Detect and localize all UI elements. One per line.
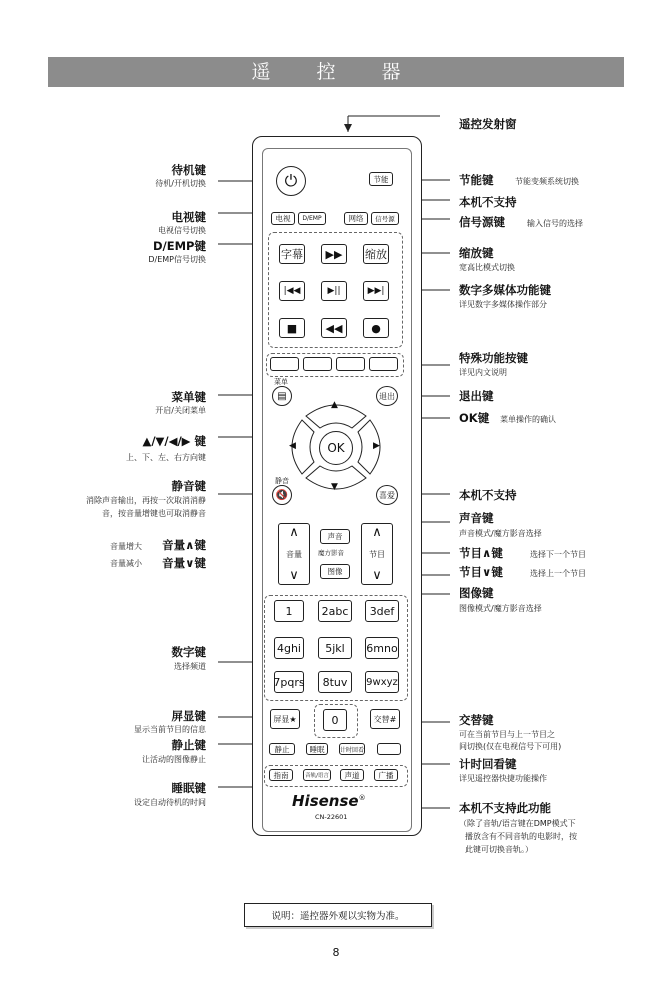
display-button[interactable]: 屏显★ — [270, 709, 300, 729]
vol-up-small: 音量增大 — [110, 542, 142, 551]
energy-key-title: 节能键 — [459, 173, 494, 187]
special-keys-desc: 详见内文说明 — [459, 368, 507, 377]
blank-button[interactable] — [377, 743, 401, 755]
tv-key-title: 电视键 — [171, 210, 206, 224]
display-key-desc: 显示当前节目的信息 — [134, 725, 206, 734]
not-supported-3-desc-2: 播放含有不同音轨的电影时，按 — [465, 832, 577, 841]
color-key-3[interactable] — [336, 357, 365, 371]
ok-key-title: OK键 — [459, 411, 490, 425]
page-number: 8 — [332, 946, 340, 959]
prog-down-key-desc: 选择上一个节目 — [530, 569, 586, 578]
note-text: 说明：遥控器外观以实物为准。 — [271, 911, 405, 922]
mute-key-title: 静音键 — [171, 479, 206, 493]
mute-button[interactable] — [272, 485, 292, 505]
energy-key-desc: 节能变频系统切换 — [515, 177, 579, 186]
channel-button[interactable]: 声道 — [340, 769, 364, 781]
special-keys-title: 特殊功能按键 — [459, 351, 528, 365]
play-pause-button[interactable]: ▶|| — [321, 281, 347, 301]
ok-key-desc: 菜单操作的确认 — [500, 415, 556, 424]
favorite-button[interactable]: 喜爱 — [376, 485, 398, 505]
not-supported-1: 本机不支持 — [459, 195, 517, 209]
menu-icon: ▤ — [277, 390, 287, 402]
still-button[interactable]: 静止 — [269, 743, 295, 755]
digit-7-button[interactable]: 7pqrs — [274, 671, 304, 693]
digit-4-button[interactable]: 4ghi — [274, 637, 304, 659]
standby-key-desc: 待机/开机切换 — [155, 179, 206, 188]
mute-key-desc-1: 消除声音输出，再按一次取消消静 — [86, 496, 206, 505]
digit-keys-desc: 选择频道 — [174, 662, 206, 671]
color-key-4[interactable] — [369, 357, 398, 371]
digit-8-button[interactable]: 8tuv — [318, 671, 352, 693]
sound-key-title: 声音键 — [459, 511, 494, 525]
demp-key-title: D/EMP键 — [153, 239, 206, 253]
display-key-title: 屏显键 — [171, 709, 206, 723]
menu-label: 菜单 — [274, 378, 288, 386]
digit-1-button[interactable]: 1 — [274, 600, 304, 622]
exit-button[interactable]: 退出 — [376, 386, 398, 406]
next-button[interactable]: ▶▶| — [363, 281, 389, 301]
vol-down-small: 音量减小 — [110, 559, 142, 568]
vol-down-key-title: 音量∨键 — [162, 556, 206, 570]
media-keys-title: 数字多媒体功能键 — [459, 283, 551, 297]
broadcast-button[interactable]: 广播 — [374, 769, 398, 781]
brand-name: Hisense — [292, 792, 359, 810]
not-supported-3: 本机不支持此功能 — [459, 801, 551, 815]
speaker-mute-icon: 🔇 — [275, 489, 289, 501]
note-box — [244, 903, 432, 927]
arrow-keys-desc: 上、下、左、右方向键 — [126, 453, 206, 462]
previous-button[interactable]: |◀◀ — [279, 281, 305, 301]
timeshift-key-desc: 详见遥控器快捷功能操作 — [459, 774, 547, 783]
source-button[interactable]: 信号源 — [371, 212, 399, 225]
program-label: 节目 — [369, 549, 385, 559]
digit-3-button[interactable]: 3def — [365, 600, 399, 622]
prog-up-key-desc: 选择下一个节目 — [530, 550, 586, 559]
down-arrow-glyph: ▼ — [331, 482, 338, 492]
swap-button[interactable]: 交替# — [370, 709, 400, 729]
ok-button[interactable]: OK — [319, 431, 353, 465]
mute-label: 静音 — [275, 477, 289, 485]
stop-button[interactable]: ■ — [279, 318, 305, 338]
digit-9-button[interactable]: 9wxyz — [365, 671, 399, 693]
volume-label: 音量 — [286, 549, 302, 559]
digit-keys-title: 数字键 — [171, 645, 206, 659]
picture-key-title: 图像键 — [459, 586, 494, 600]
power-button[interactable]: ⏻ — [276, 166, 306, 196]
sleep-key-desc: 设定自动待机的时间 — [134, 798, 206, 807]
vol-up-key-title: 音量∧键 — [162, 538, 206, 552]
network-button[interactable]: 网络 — [344, 212, 368, 225]
energy-button[interactable]: 节能 — [369, 172, 393, 186]
rewind-button[interactable]: ◀◀ — [321, 318, 347, 338]
zoom-key-desc: 宽高比模式切换 — [459, 263, 515, 272]
digit-6-button[interactable]: 6mno — [365, 637, 399, 659]
volume-rocker[interactable] — [278, 523, 310, 585]
arrow-keys-title: ▲/▼/◀/▶ 键 — [142, 434, 206, 448]
mute-key-desc-2: 音，按音量增键也可取消静音 — [102, 509, 206, 518]
digit-2-button[interactable]: 2abc — [318, 600, 352, 622]
record-button[interactable]: ● — [363, 318, 389, 338]
right-arrow-glyph: ▶ — [373, 441, 380, 451]
subtitle-button[interactable]: 字幕 — [279, 244, 305, 264]
swap-key-desc-1: 可在当前节目与上一节目之 — [459, 730, 555, 739]
sleep-button[interactable]: 睡眠 — [306, 743, 328, 755]
menu-key-desc: 开启/关闭菜单 — [155, 406, 206, 415]
program-rocker[interactable] — [361, 523, 393, 585]
program-up-chevron[interactable]: ∧ — [372, 525, 382, 540]
not-supported-3-desc-1: （除了音轨/语言键在DMP模式下 — [459, 819, 576, 828]
sound-button[interactable]: 声音 — [320, 529, 350, 544]
left-arrow-glyph: ◀ — [289, 441, 296, 451]
still-key-title: 静止键 — [171, 738, 206, 752]
color-key-1[interactable] — [270, 357, 299, 371]
magic-av-label: 魔方影音 — [318, 549, 344, 557]
demp-button[interactable]: D/EMP — [298, 212, 326, 225]
brand-logo — [292, 792, 366, 810]
timeshift-key-title: 计时回看键 — [459, 757, 517, 771]
color-key-2[interactable] — [303, 357, 332, 371]
source-key-desc: 输入信号的选择 — [527, 219, 583, 228]
audio-language-button[interactable]: 音轨/语言 — [303, 769, 331, 781]
tv-button[interactable]: 电视 — [271, 212, 295, 225]
model-number: CN-22601 — [315, 813, 348, 821]
source-key-title: 信号源键 — [459, 215, 505, 229]
still-key-desc: 让活动的图像静止 — [142, 755, 206, 764]
demp-key-desc: D/EMP信号切换 — [148, 255, 206, 264]
program-down-chevron[interactable]: ∨ — [372, 568, 382, 583]
up-arrow-glyph: ▲ — [331, 400, 338, 410]
fast-forward-button[interactable]: ▶▶ — [321, 244, 347, 264]
swap-key-desc-2: 间切换(仅在电视信号下可用) — [459, 742, 562, 751]
picture-button[interactable]: 图像 — [320, 564, 350, 579]
exit-key-title: 退出键 — [459, 389, 494, 403]
picture-key-desc: 图像模式/魔方影音选择 — [459, 604, 542, 613]
swap-key-title: 交替键 — [459, 713, 494, 727]
zoom-button[interactable]: 缩放 — [363, 244, 389, 264]
sleep-key-title: 睡眠键 — [171, 781, 206, 795]
not-supported-2: 本机不支持 — [459, 488, 517, 502]
volume-down-chevron[interactable]: ∨ — [289, 568, 299, 583]
guide-button[interactable]: 指南 — [269, 769, 293, 781]
zoom-key-title: 缩放键 — [459, 246, 494, 260]
media-keys-desc: 详见数字多媒体操作部分 — [459, 300, 547, 309]
standby-key-title: 待机键 — [171, 163, 206, 177]
volume-up-chevron[interactable]: ∧ — [289, 525, 299, 540]
not-supported-3-desc-3: 此键可切换音轨。） — [465, 845, 533, 854]
registered-mark: ® — [358, 794, 366, 802]
digit-5-button[interactable]: 5jkl — [318, 637, 352, 659]
ir-window-title: 遥控发射窗 — [459, 117, 517, 131]
digit-0-button[interactable]: 0 — [323, 709, 347, 731]
prog-down-key-title: 节目∨键 — [459, 565, 503, 579]
tv-key-desc: 电视信号切换 — [158, 226, 206, 235]
page-title: 遥 控 器 — [251, 61, 421, 83]
timeshift-button[interactable]: 计时回看 — [339, 743, 365, 755]
prog-up-key-title: 节目∧键 — [459, 546, 503, 560]
menu-key-title: 菜单键 — [171, 390, 206, 404]
sound-key-desc: 声音模式/魔方影音选择 — [459, 529, 542, 538]
